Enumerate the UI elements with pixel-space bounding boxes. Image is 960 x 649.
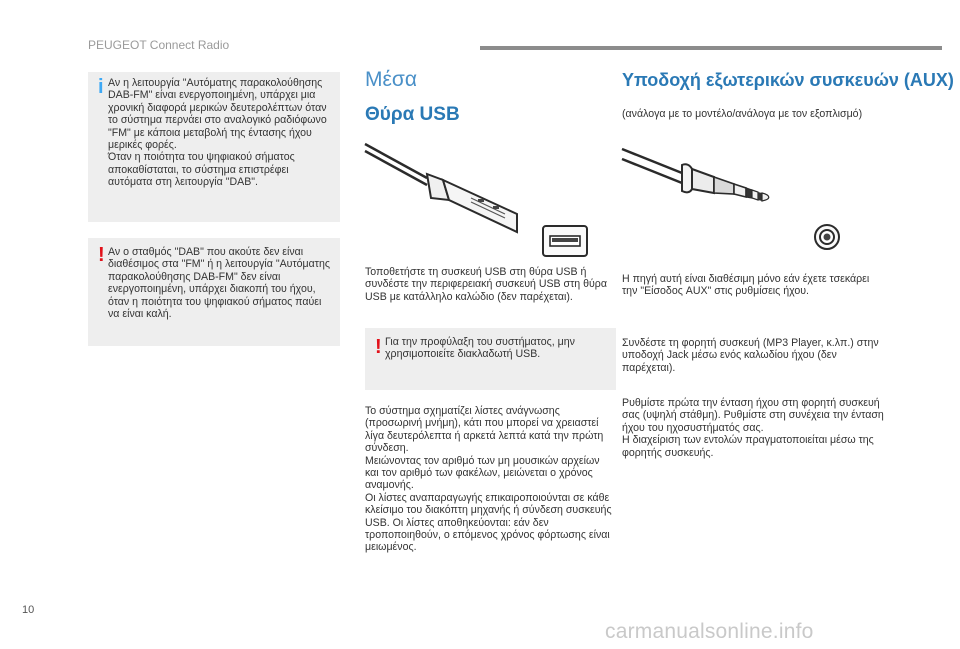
usb-intro-text: Τοποθετήστε τη συσκευή USB στη θύρα USB ή συνδέστε την περιφερειακή συσκευή USB στη θύρα USB με κατάλληλο καλώδιο (δεν παρέχεται). xyxy=(365,266,607,303)
info-note-box xyxy=(88,72,340,222)
aux-subtitle: (ανάλογα με το μοντέλο/ανάλογα με τον εξοπλισμό) xyxy=(622,108,863,120)
jack-plug-illustration xyxy=(622,135,852,253)
page-number: 10 xyxy=(22,604,35,616)
warning-note-text: Αν ο σταθμός "DAB" που ακούτε δεν είναι διαθέσιμος στα "FM" ή η λειτουργία "Αυτόματης παρακολούθησης DAB-FM" δεν είναι ενεργοποιημένη, υπάρχει διακοπή του ήχου, όταν η ποιότητα του ψηφιακού σήματος παύει να είναι καλή. xyxy=(108,246,330,321)
section-heading-aux: Υποδοχή εξωτερικών συσκευών (AUX) xyxy=(622,70,954,90)
warning-icon: ! xyxy=(98,244,105,266)
section-heading-media: Μέσα xyxy=(365,68,417,91)
section-heading-usb: Θύρα USB xyxy=(365,104,460,125)
aux-para-2: Συνδέστε τη φορητή συσκευή (MP3 Player, κ.λπ.) στην υποδοχή Jack μέσω ενός καλωδίου ήχου (δεν παρέχεται). xyxy=(622,337,879,374)
watermark: carmanualsonline.info xyxy=(605,620,814,643)
document-header: PEUGEOT Connect Radio xyxy=(88,38,230,52)
usb-warning-text: Για την προφύλαξη του συστήματος, μην χρησιμοποιείτε διακλαδωτή USB. xyxy=(385,336,575,361)
warning-note-box xyxy=(88,238,340,346)
info-icon: i xyxy=(98,76,104,98)
aux-para-1: Η πηγή αυτή είναι διαθέσιμη μόνο εάν έχετε τσεκάρει την "Είσοδος AUX" στις ρυθμίσεις ήχου. xyxy=(622,273,870,298)
info-note-text: Αν η λειτουργία "Αυτόματης παρακολούθησης DAB-FM" είναι ενεργοποιημένη, υπάρχει μια χρονική διαφορά μερικών δευτερολέπτων όταν το σύστημα περνάει στο αναλογικό ραδιόφωνο "FM" με κάποια μεταβολή της έντασης ήχου μερικές φορές. Όταν η ποιότητα του ψηφιακού σήματος αποκαθίσταται, το σύστημα επιστρέφει αυτόματα στη λειτουργία "DAB". xyxy=(108,77,327,189)
usb-plug-illustration xyxy=(365,140,595,258)
usb-body-text: Το σύστημα σχηματίζει λίστες ανάγνωσης (προσωρινή μνήμη), κάτι που μπορεί να χρειαστεί λίγα δευτερόλεπτα ή αρκετά λεπτά κατά την πρώτη σύνδεση. Μειώνοντας τον αριθμό των μη μουσικών αρχείων και τον αριθμό των φακέλων, μειώνεται ο χρόνος αναμονής. Οι λίστες αναπαραγωγής επικαιροποιούνται σε κάθε κλείσιμο του διακόπτη μηχανής ή σύνδεση συσκευής USB. Οι λίστες αποθηκεύονται: εάν δεν τροποποιηθούν, ο επόμενος χρόνος φόρτωσης είναι μειωμένος. xyxy=(365,405,612,554)
usb-warning-box xyxy=(365,328,616,390)
aux-para-3: Ρυθμίστε πρώτα την ένταση ήχου στη φορητή συσκευή σας (υψηλή στάθμη). Ρυθμίστε στη συνέχεια την ένταση ήχου του ηχοσυστήματός σας. Η διαχείριση των εντολών πραγματοποιείται μέσω της φορητής συσκευής. xyxy=(622,397,884,459)
header-rule xyxy=(480,46,942,50)
warning-icon: ! xyxy=(375,336,382,358)
